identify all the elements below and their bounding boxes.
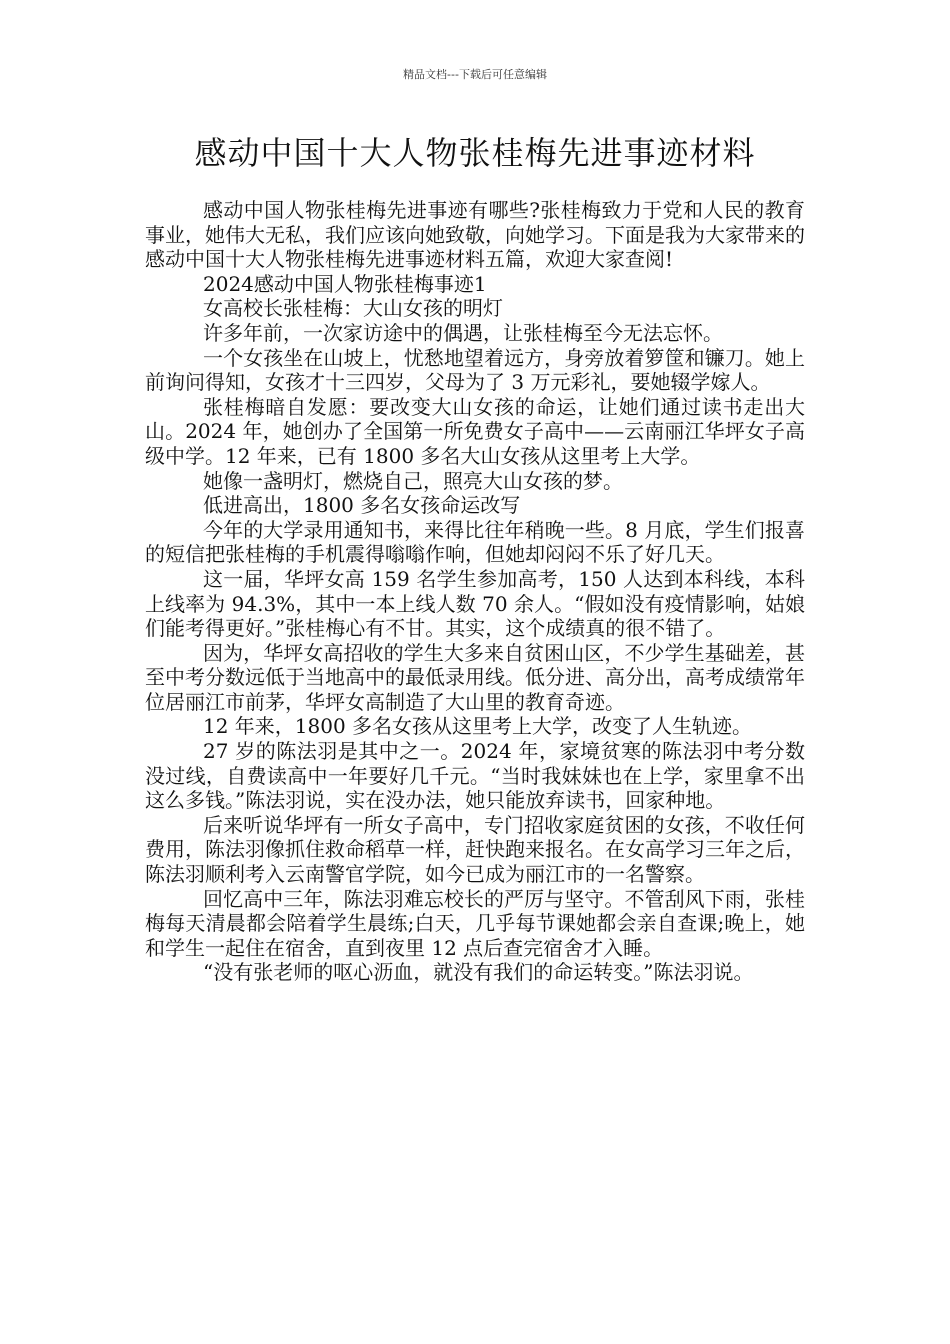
- paragraph: 她像一盏明灯，燃烧自己，照亮大山女孩的梦。: [203, 468, 623, 493]
- paragraph: 张桂梅暗自发愿：要改变大山女孩的命运，让她们通过读书走出大山。2024 年，她创办了全国第一所免费女子高中——云南丽江华坪女子高级中学。12 年来，已有 1800 多名大山女孩从这里考上大学。: [145, 394, 805, 468]
- paragraph: 感动中国人物张桂梅先进事迹有哪些?张桂梅致力于党和人民的教育事业，她伟大无私，我们应该向她致敬，向她学习。下面是我为大家带来的感动中国十大人物张桂梅先进事迹材料五篇，欢迎大家查阅!: [145, 198, 805, 272]
- paragraph: 2024感动中国人物张桂梅事迹1: [203, 271, 487, 296]
- document-body: [145, 198, 805, 985]
- paragraph: 一个女孩坐在山坡上，忧愁地望着远方，身旁放着箩筐和镰刀。她上前询问得知，女孩才十三四岁，父母为了 3 万元彩礼，要她辍学嫁人。: [145, 345, 805, 395]
- paragraph: 许多年前，一次家访途中的偶遇，让张桂梅至今无法忘怀。: [203, 320, 723, 345]
- paragraph: 后来听说华坪有一所女子高中，专门招收家庭贫困的女孩，不收任何费用，陈法羽像抓住救命稻草一样，赶快跑来报名。在女高学习三年之后，陈法羽顺利考入云南警官学院，如今已成为丽江市的一名警察。: [145, 812, 805, 887]
- paragraph: 回忆高中三年，陈法羽难忘校长的严厉与坚守。不管刮风下雨，张桂梅每天清晨都会陪着学生晨练;白天，几乎每节课她都会亲自查课;晚上，她和学生一起住在宿舍，直到夜里 12 点后查完宿舍才入睡。: [145, 886, 805, 960]
- paragraph: 低进高出，1800 多名女孩命运改写: [203, 493, 521, 518]
- page-header-note: 精品文档---下载后可任意编辑: [403, 68, 547, 81]
- paragraph: 12 年来，1800 多名女孩从这里考上大学，改变了人生轨迹。: [203, 714, 753, 739]
- paragraph: 27 岁的陈法羽是其中之一。2024 年，家境贫寒的陈法羽中考分数没过线，自费读高中一年要好几千元。“当时我妹妹也在上学，家里拿不出这么多钱。”陈法羽说，实在没办法，她只能放弃读书，回家种地。: [145, 739, 805, 813]
- paragraph: 今年的大学录用通知书，来得比往年稍晚一些。8 月底，学生们报喜的短信把张桂梅的手机震得嗡嗡作响，但她却闷闷不乐了好几天。: [145, 517, 805, 567]
- paragraph: “没有张老师的呕心沥血，就没有我们的命运转变。”陈法羽说。: [203, 960, 754, 985]
- paragraph: 女高校长张桂梅：大山女孩的明灯: [203, 296, 503, 321]
- document-title: 感动中国十大人物张桂梅先进事迹材料: [194, 134, 756, 172]
- paragraph: 这一届，华坪女高 159 名学生参加高考，150 人达到本科线，本科上线率为 94.3%，其中一本上线人数 70 余人。“假如没有疫情影响，姑娘们能考得更好。”张桂梅心有不甘。其实，这个成绩真的很不错了。: [145, 566, 805, 641]
- paragraph: 因为，华坪女高招收的学生大多来自贫困山区，不少学生基础差，甚至中考分数远低于当地高中的最低录用线。低分进、高分出，高考成绩常年位居丽江市前茅，华坪女高制造了大山里的教育奇迹。: [145, 640, 805, 714]
